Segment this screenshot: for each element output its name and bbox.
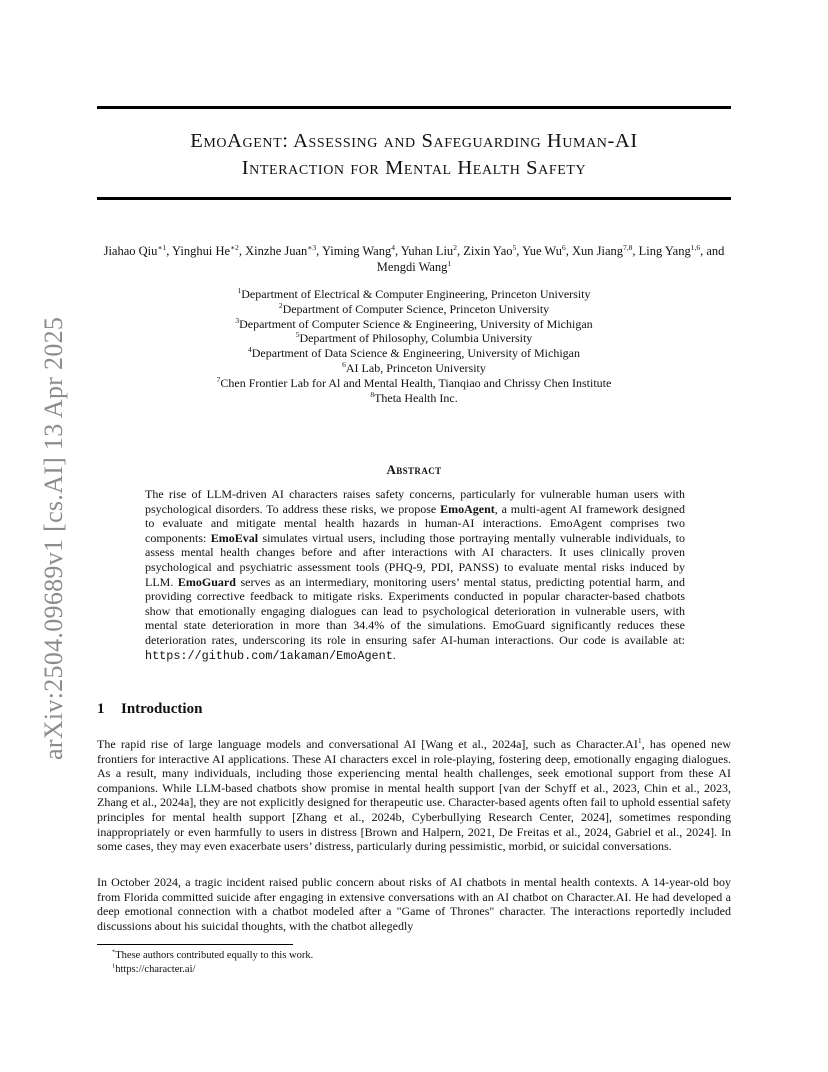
paragraph-text: The rapid rise of large language models and conversational AI [Wang et al., 2024a], such as Character.AI [97, 737, 638, 751]
footnote-url[interactable]: https://character.ai/ [115, 964, 196, 975]
paragraph-text: , has opened new frontiers for interactive AI applications. These AI characters excel in role-playing, fostering deep, emotionally engaging dialogues. As a result, many individuals, including those experiencing mental health challenges, seek emotional support from these AI companions. While LLM-based chatbots show promise in mental health support [van der Schyff et al., 2023, Chin et al., 2023, Zhang et al., 2024a], they are not explicitly designed for therapeutic use. Character-based agents often fail to uphold essential safety principles for mental health support [Zhang et al., 2024b, Cyberbullying Research Center, 2024], sometimes responding inappropriately or even harmfully to users in distress [Brown and Halpern, 2021, De Freitas et al., 2024, Gabriel et al., 2024]. In some cases, they may even exacerbate users’ distress, particularly during pessimistic, morbid, or suicidal conversations. [97, 737, 732, 854]
author-separator: , [565, 244, 572, 258]
author-name: Mengdi Wang [376, 260, 448, 274]
affiliation-line [97, 317, 731, 332]
paper-title-line-1: EmoAgent: Assessing and Safeguarding Human-AI [190, 130, 638, 152]
abstract-heading: Abstract [386, 462, 442, 477]
footnote-character-ai [112, 963, 195, 976]
affiliation-line [97, 391, 731, 406]
author-name: Xinzhe Juan [245, 244, 308, 258]
affiliation-line [97, 376, 731, 391]
author-affiliation-marker: ∗1 [157, 242, 167, 252]
author-affiliation-marker: 4 [391, 242, 395, 252]
title-bottom-rule [97, 197, 731, 200]
section-title: Introduction [121, 701, 203, 717]
affiliation-line [97, 331, 731, 346]
author-name: Xun Jiang [571, 244, 623, 258]
abstract-body [145, 487, 685, 663]
author-affiliation-marker: 6 [561, 242, 566, 252]
affiliation-text: Department of Computer Science, Princeton University [282, 301, 550, 316]
code-repository-link[interactable]: https://github.com/1akaman/EmoAgent [145, 648, 393, 663]
footnote-mark: * [112, 948, 116, 956]
footnote-marker[interactable]: 1 [637, 736, 642, 745]
intro-paragraph-1 [97, 737, 731, 854]
affiliation-number: 5 [295, 330, 300, 340]
affiliation-text: Chen Frontier Lab for Al and Mental Health, Tianqiao and Chrissy Chen Institute [220, 375, 612, 390]
affiliation-number: 6 [342, 359, 346, 369]
affiliation-text: Theta Health Inc. [374, 390, 458, 405]
abstract-text: , a multi-agent AI framework designed to evaluate and mitigate mental health hazards in human-AI interactions. EmoAgent comprises two components: [145, 501, 685, 545]
footnote-text: These authors contributed equally to this work. [115, 950, 314, 961]
abstract-text: . [392, 647, 396, 662]
footnote-rule [97, 944, 293, 945]
abstract-emphasis: EmoAgent [440, 501, 495, 516]
abstract-emphasis: EmoEval [210, 530, 259, 545]
author-list [97, 243, 731, 275]
affiliation-line [97, 361, 731, 376]
paper-title-line-2: Interaction for Mental Health Safety [241, 157, 587, 179]
paper-title [97, 128, 731, 182]
author-separator: , [632, 244, 639, 258]
affiliation-line [97, 302, 731, 317]
footnote-mark: 1 [112, 962, 116, 970]
affiliation-text: Department of Philosophy, Columbia University [299, 331, 533, 346]
author-separator: , [394, 244, 401, 258]
affiliation-number: 1 [237, 286, 242, 295]
affiliation-number: 8 [370, 389, 375, 399]
affiliation-list [97, 287, 731, 405]
affiliation-line [97, 287, 731, 302]
author-affiliation-marker: ∗2 [230, 242, 239, 252]
arxiv-identifier-text: arXiv:2504.09689v1 [cs.AI] 13 Apr 2025 [39, 316, 68, 760]
section-heading-introduction [97, 701, 202, 718]
author-name: Yuhan Liu [400, 244, 454, 258]
author-affiliation-marker: 5 [512, 242, 517, 252]
author-separator: , and [700, 244, 725, 258]
affiliation-number: 2 [278, 300, 283, 310]
affiliation-text: Department of Electrical & Computer Engineering, Princeton University [241, 287, 591, 301]
author-affiliation-marker: 1 [447, 258, 452, 268]
author-name: Ling Yang [638, 244, 691, 258]
author-affiliation-marker: 1,6 [690, 242, 701, 252]
affiliation-text: AI Lab, Princeton University [345, 360, 486, 375]
author-name: Zixin Yao [463, 244, 513, 258]
affiliation-number: 7 [216, 374, 221, 384]
author-affiliation-marker: 7,8 [623, 242, 633, 252]
affiliation-text: Department of Computer Science & Engineering, University of Michigan [239, 316, 593, 331]
abstract-emphasis: EmoGuard [177, 574, 236, 589]
author-name: Jiahao Qiu [103, 244, 158, 258]
title-top-rule [97, 106, 731, 109]
affiliation-number: 3 [235, 315, 240, 325]
author-name: Yinghui He [172, 244, 231, 258]
affiliation-text: Department of Data Science & Engineering, University of Michigan [251, 346, 580, 361]
abstract-text: serves as an intermediary, monitoring users’ mental status, predicting potential harm, and providing corrective feedback to mitigate risks. Experiments conducted in popular character-based chatbots show that emotionally engaging dialogues can lead to psychological deterioration in vulnerable users, with mental state deterioration in more than 34.4% of the simulations. EmoGuard significantly reduces these deterioration rates, underscoring its role in ensuring safer AI-human interactions. Our code is available at: [145, 574, 686, 647]
arxiv-identifier-stamp [0, 0, 68, 1072]
abstract-text: The rise of LLM-driven AI characters raises safety concerns, particularly for vulnerable human users with psychological disorders. To address these risks, we propose [145, 487, 685, 516]
affiliation-number: 4 [248, 345, 252, 355]
footnote-equal-contribution [112, 949, 313, 962]
author-separator: , [316, 244, 322, 258]
intro-paragraph-2: In October 2024, a tragic incident raised public concern about risks of AI chatbots in mental health contexts. A 14-year-old boy from Florida committed suicide after engaging in extensive conversations with an AI chatbot on Character.AI. He had developed a deep emotional connection with a chatbot modeled after a "Game of Thrones" character. The interactions reportedly included discussions about his suicidal thoughts, with the chatbot allegedly [97, 875, 731, 933]
author-name: Yiming Wang [321, 244, 392, 258]
author-separator: , [166, 244, 173, 258]
section-number: 1 [97, 701, 105, 717]
author-separator: , [456, 244, 464, 258]
author-separator: , [516, 244, 523, 258]
affiliation-line [97, 346, 731, 361]
author-name: Yue Wu [522, 244, 562, 258]
author-separator: , [238, 244, 246, 258]
author-affiliation-marker: ∗3 [307, 242, 317, 252]
author-affiliation-marker: 2 [453, 242, 457, 252]
abstract-text: simulates virtual users, including those portraying mentally vulnerable individuals, to assess mental health changes before and after interactions with AI characters. It uses clinically proven psychological and psychiatric assessment tools (PHQ-9, PDI, PANSS) to evaluate mental risks induced by LLM. [145, 530, 685, 589]
